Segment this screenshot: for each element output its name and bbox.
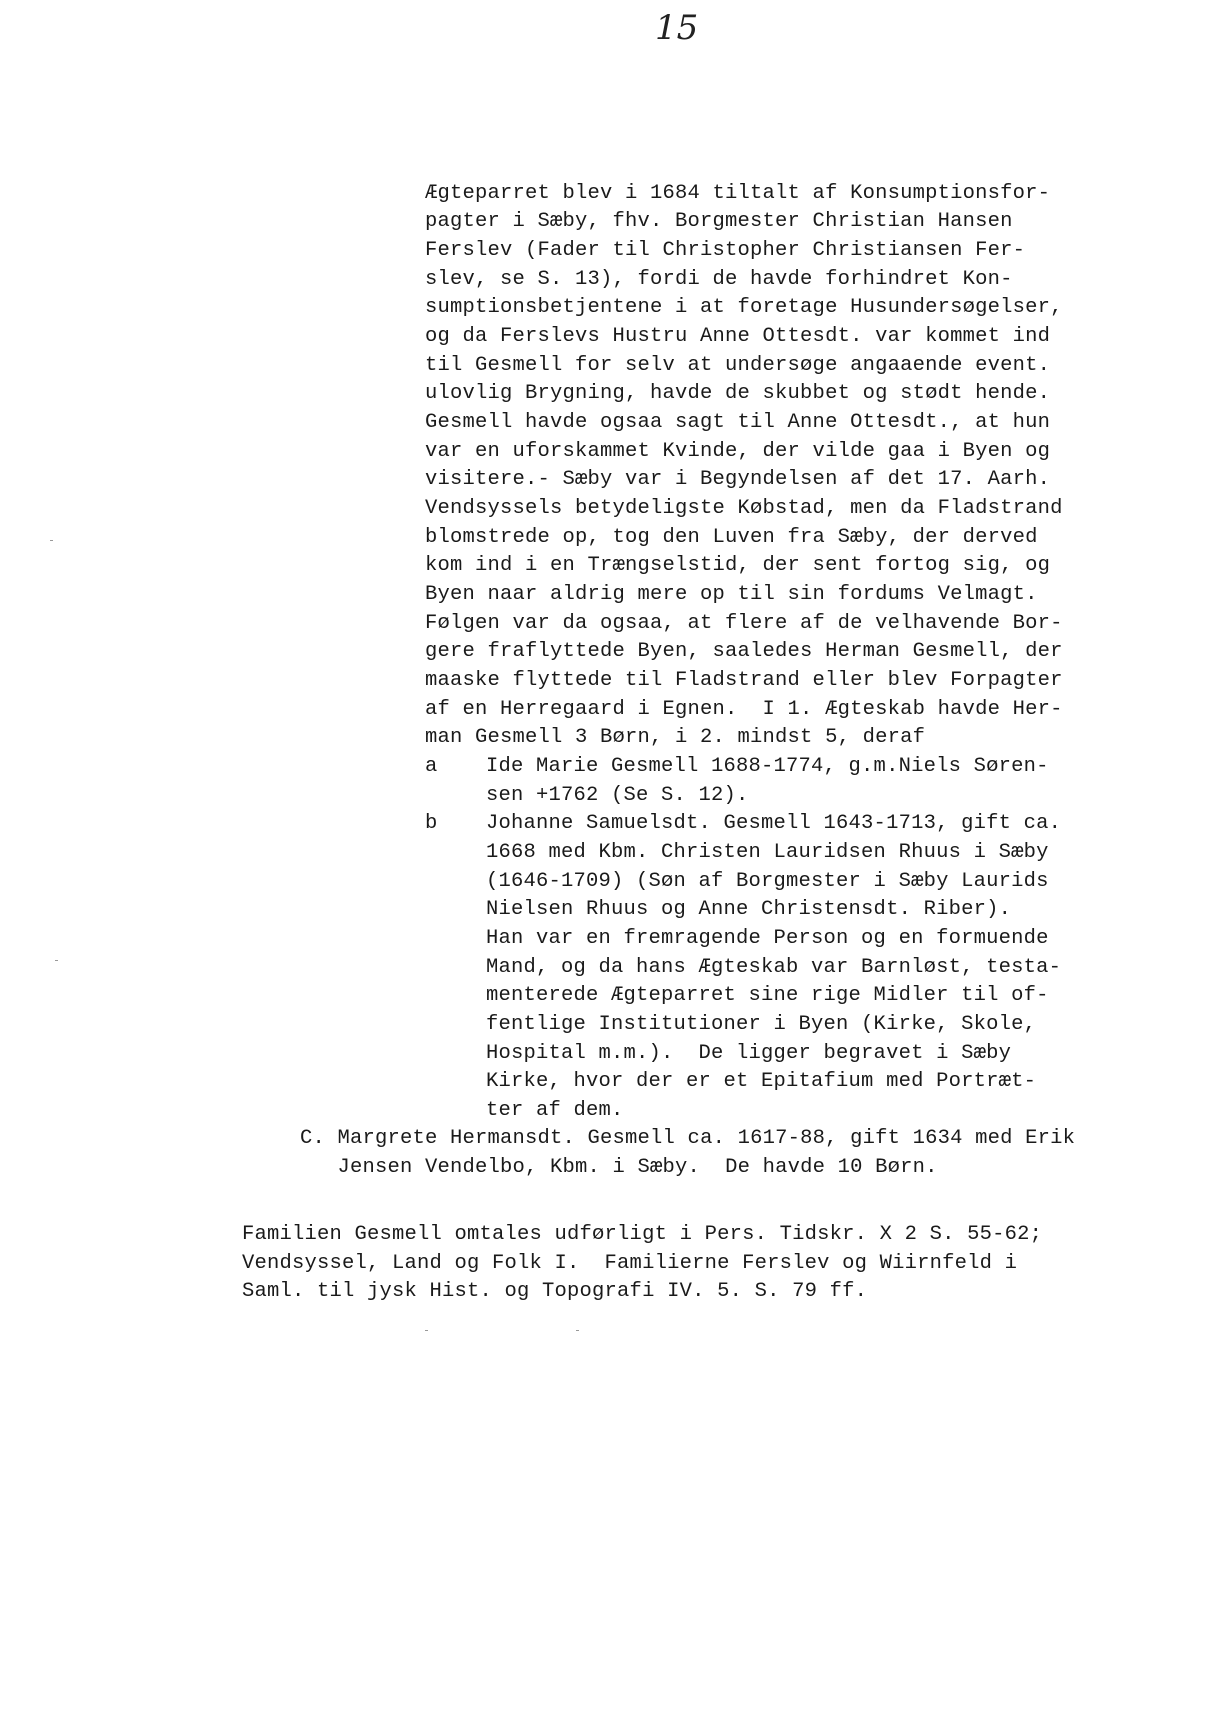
text-line: var en uforskammet Kvinde, der vilde gaa i Byen og (425, 440, 1051, 463)
text-line: Han var en fremragende Person og en formuende (486, 927, 1049, 950)
text-line: man Gesmell 3 Børn, i 2. mindst 5, deraf (425, 726, 926, 749)
text-line: fentlige Institutioner i Byen (Kirke, Skole, (486, 1013, 1037, 1036)
entry-marker: b (425, 812, 438, 835)
text-line: ter af dem. (486, 1099, 624, 1122)
text-line: Gesmell havde ogsaa sagt til Anne Ottesdt., at hun (425, 411, 1051, 434)
text-line: menterede Ægteparret sine rige Midler til of- (486, 984, 1049, 1007)
text-line: Familien Gesmell omtales udførligt i Pers. Tidskr. X 2 S. 55-62; (242, 1223, 1043, 1246)
text-line: blomstrede op, tog den Luven fra Sæby, der derved (425, 526, 1038, 549)
text-line: Johanne Samuelsdt. Gesmell 1643-1713, gift ca. (486, 812, 1062, 835)
text-line: Hospital m.m.). De ligger begravet i Sæby (486, 1042, 1012, 1065)
text-line: Ferslev (Fader til Christopher Christiansen Fer- (425, 239, 1026, 262)
text-line: visitere.- Sæby var i Begyndelsen af det 17. Aarh. (425, 468, 1051, 491)
text-line: Vendsyssel, Land og Folk I. Familierne Ferslev og Wiirnfeld i (242, 1252, 1018, 1275)
page-number: 15 (655, 8, 699, 48)
text-line: af en Herregaard i Egnen. I 1. Ægteskab havde Her- (425, 698, 1063, 721)
text-line: slev, se S. 13), fordi de havde forhindret Kon- (425, 268, 1013, 291)
text-line: Jensen Vendelbo, Kbm. i Sæby. De havde 10 Børn. (300, 1156, 938, 1179)
text-line: og da Ferslevs Hustru Anne Ottesdt. var kommet ind (425, 325, 1051, 348)
text-line: kom ind i en Trængselstid, der sent fortog sig, og (425, 554, 1051, 577)
text-line: Kirke, hvor der er et Epitafium med Portræt- (486, 1070, 1037, 1093)
text-line: C. Margrete Hermansdt. Gesmell ca. 1617-88, gift 1634 med Erik (300, 1127, 1076, 1150)
text-line: maaske flyttede til Fladstrand eller blev Forpagter (425, 669, 1063, 692)
text-line: Byen naar aldrig mere op til sin fordums Velmagt. (425, 583, 1038, 606)
text-line: gere fraflyttede Byen, saaledes Herman Gesmell, der (425, 640, 1063, 663)
scan-speck (425, 1330, 428, 1331)
text-line: Saml. til jysk Hist. og Topografi IV. 5. S. 79 ff. (242, 1280, 868, 1303)
text-line: Ægteparret blev i 1684 tiltalt af Konsumptionsfor- (425, 182, 1051, 205)
text-line: Vendsyssels betydeligste Købstad, men da Fladstrand (425, 497, 1063, 520)
text-line: Følgen var da ogsaa, at flere af de velhavende Bor- (425, 612, 1063, 635)
text-line: Mand, og da hans Ægteskab var Barnløst, testa- (486, 956, 1062, 979)
text-line: Ide Marie Gesmell 1688-1774, g.m.Niels Søren- (486, 755, 1049, 778)
text-line: 1668 med Kbm. Christen Lauridsen Rhuus i Sæby (486, 841, 1049, 864)
text-line: ulovlig Brygning, havde de skubbet og stødt hende. (425, 382, 1051, 405)
entry-marker: a (425, 755, 438, 778)
text-line: pagter i Sæby, fhv. Borgmester Christian Hansen (425, 210, 1013, 233)
text-line: Nielsen Rhuus og Anne Christensdt. Riber). (486, 898, 1012, 921)
scan-speck (55, 960, 58, 961)
text-line: sen +1762 (Se S. 12). (486, 784, 749, 807)
scan-speck (576, 1330, 579, 1331)
scan-speck (50, 540, 53, 541)
text-line: til Gesmell for selv at undersøge angaaende event. (425, 354, 1051, 377)
text-line: sumptionsbetjentene i at foretage Husundersøgelser, (425, 296, 1063, 319)
text-line: (1646-1709) (Søn af Borgmester i Sæby Laurids (486, 870, 1049, 893)
